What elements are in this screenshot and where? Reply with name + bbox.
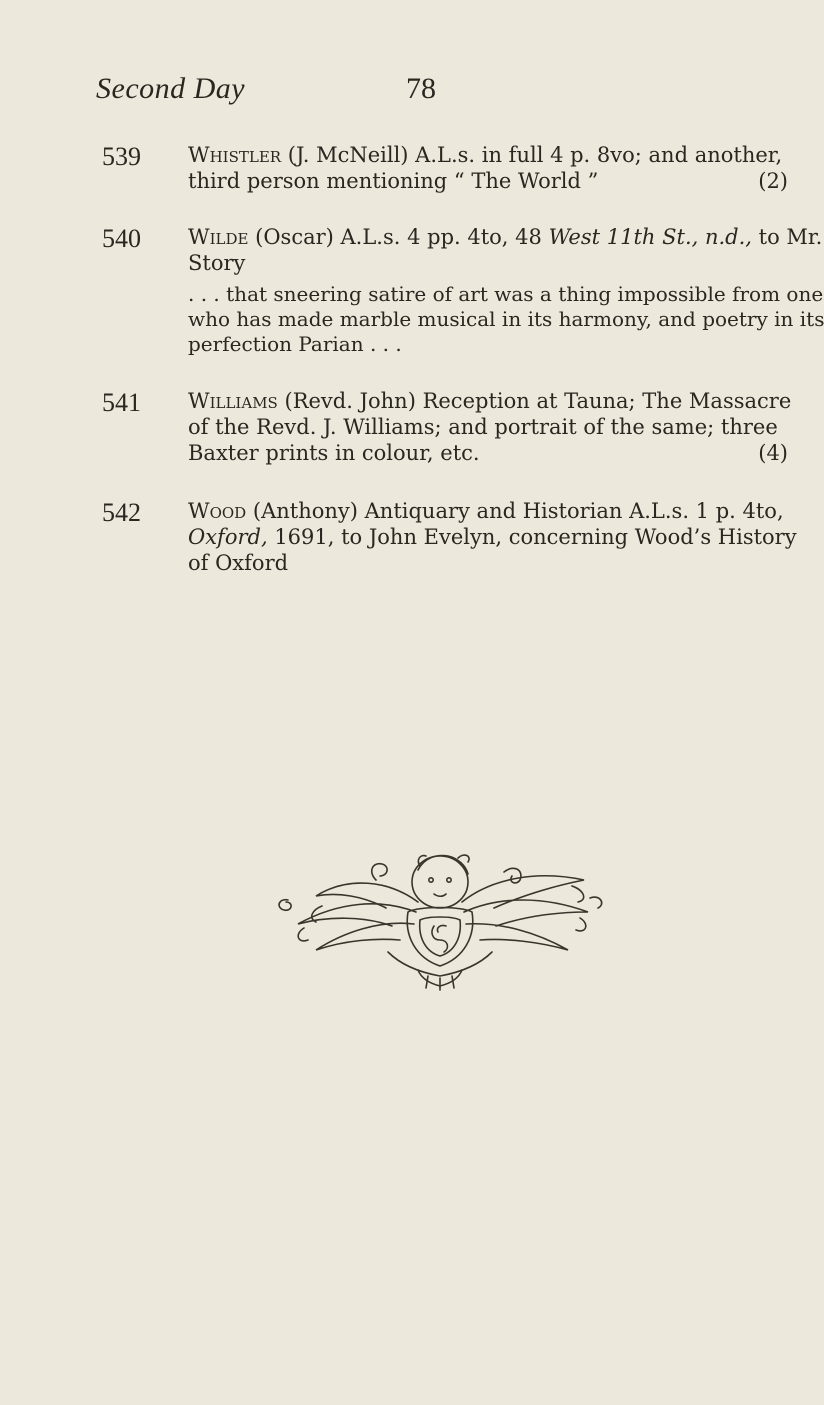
lot-text: 1691, to John Evelyn, concerning Wood’s History xyxy=(267,525,797,549)
quote-line: . . . that sneering satire of art was a thing impossible from one xyxy=(188,282,824,306)
lot-text: third person mentioning “ The World ” xyxy=(188,169,599,193)
lot-line xyxy=(188,142,788,168)
lot-text: to Mr. xyxy=(751,225,823,249)
lot-address: West 11th St., n.d., xyxy=(548,225,752,249)
lot-quotation xyxy=(188,282,824,357)
lot-line xyxy=(188,224,823,250)
lot-place: Oxford, xyxy=(188,525,268,549)
lot-author: Wilde xyxy=(188,225,249,249)
section-title: Second Day xyxy=(96,72,246,105)
lot-text: Baxter prints in colour, etc. xyxy=(188,441,480,465)
lot-line: of Oxford xyxy=(188,551,289,575)
lot-line xyxy=(188,524,797,550)
lot-line xyxy=(188,440,788,466)
lot-description xyxy=(188,142,788,194)
lot-quantity: (2) xyxy=(758,169,788,193)
lot-line xyxy=(188,388,792,414)
lot-description xyxy=(188,224,824,357)
lot-line xyxy=(188,498,788,524)
quote-line: perfection Parian . . . xyxy=(188,332,402,356)
lot-text: (Revd. John) Reception at Tauna; The Massacre xyxy=(277,389,792,413)
lot-number: 539 xyxy=(102,142,141,171)
lot-line: of the Revd. J. Williams; and portrait of the same; three xyxy=(188,415,778,439)
lot-number: 542 xyxy=(102,498,141,527)
lot-number: 540 xyxy=(102,224,141,253)
lot-number: 541 xyxy=(102,388,141,417)
lot-text: (Anthony) Antiquary and Historian A.L.s. 1 p. 4to, xyxy=(246,499,784,523)
lot-line: Story xyxy=(188,251,246,275)
lot-description xyxy=(188,498,797,576)
page-number: 78 xyxy=(406,72,436,105)
lot-author: Wood xyxy=(188,499,247,523)
lot-author: Whistler xyxy=(188,143,282,167)
lot-line xyxy=(188,168,788,194)
lot-author: Williams xyxy=(188,389,278,413)
lot-text: (Oscar) A.L.s. 4 pp. 4to, 48 xyxy=(248,225,549,249)
lot-text: (J. McNeill) A.L.s. in full 4 p. 8vo; and another, xyxy=(281,143,783,167)
winged-cherub-vignette-icon xyxy=(268,840,608,990)
lot-description xyxy=(188,388,792,466)
quote-line: who has made marble musical in its harmony, and poetry in its xyxy=(188,307,824,331)
lot-quantity: (4) xyxy=(758,441,788,465)
running-header xyxy=(96,72,800,112)
